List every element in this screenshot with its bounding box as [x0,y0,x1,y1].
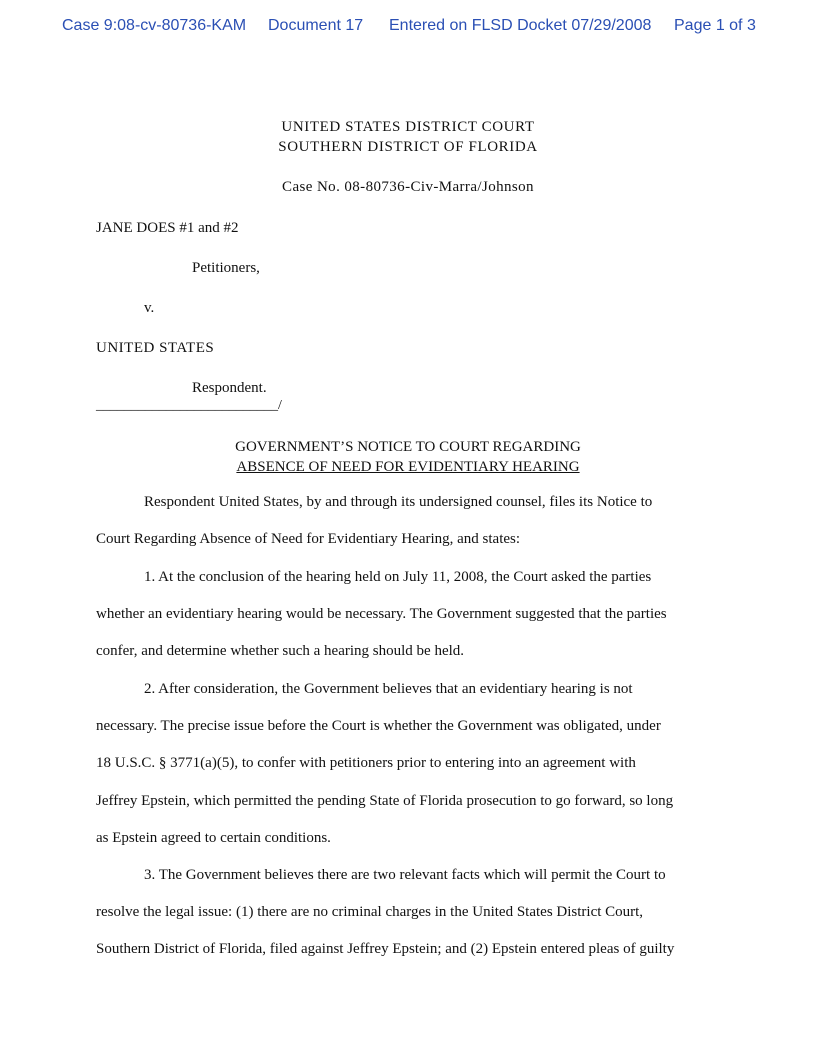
paragraph-1 [96,559,736,671]
court-name-line1: UNITED STATES DISTRICT COURT [281,119,535,135]
paragraph-2-line: necessary. The precise issue before the Court is whether the Government was obligated, under [96,718,661,735]
paragraph-2-line: Jeffrey Epstein, which permitted the pending State of Florida prosecution to go forward, so long [96,792,674,809]
paragraph-1-line: whether an evidentiary hearing would be necessary. The Government suggested that the parties [96,606,667,623]
docket-document-number: Document 17 [268,17,364,34]
docket-page-count: Page 1 of 3 [674,17,756,34]
paragraph-2-line: 18 U.S.C. § 3771(a)(5), to confer with petitioners prior to entering into an agreement with [96,755,636,772]
intro-paragraph [96,484,736,558]
intro-line: Respondent United States, by and through its undersigned counsel, files its Notice to [144,494,653,510]
versus-label: v. [144,300,155,316]
paragraph-3-line: 3. The Government believes there are two relevant facts which will permit the Court to [144,867,666,883]
respondent-name: UNITED STATES [96,340,215,356]
docket-case-number: Case 9:08-cv-80736-KAM [62,17,247,34]
intro-line: Court Regarding Absence of Need for Evidentiary Hearing, and states: [96,531,521,548]
paragraph-2 [96,671,736,857]
paragraph-1-line: confer, and determine whether such a hearing should be held. [96,643,465,660]
document-title-line1: GOVERNMENT’S NOTICE TO COURT REGARDING [235,439,581,455]
paragraph-3-line: Southern District of Florida, filed against Jeffrey Epstein; and (2) Epstein entered pleas of guilty [96,941,675,958]
paragraph-3-line: resolve the legal issue: (1) there are no criminal charges in the United States District Court, [96,904,644,921]
caption-signature-rule: __________________________/ [96,398,282,413]
docket-entered-date: Entered on FLSD Docket 07/29/2008 [389,17,652,34]
paragraph-2-line: 2. After consideration, the Government believes that an evidentiary hearing is not [144,681,633,697]
docket-header [0,17,816,39]
petitioners-role: Petitioners, [192,260,260,276]
petitioners-name: JANE DOES #1 and #2 [96,220,239,236]
paragraph-2-line: as Epstein agreed to certain conditions. [96,829,331,846]
respondent-role: Respondent. [192,380,267,396]
document-title-line2: ABSENCE OF NEED FOR EVIDENTIARY HEARING [236,459,580,475]
paragraph-1-line: 1. At the conclusion of the hearing held on July 11, 2008, the Court asked the parties [144,569,652,585]
case-number: Case No. 08-80736-Civ-Marra/Johnson [282,179,534,195]
court-name-line2: SOUTHERN DISTRICT OF FLORIDA [278,139,538,155]
paragraph-3 [96,857,736,969]
